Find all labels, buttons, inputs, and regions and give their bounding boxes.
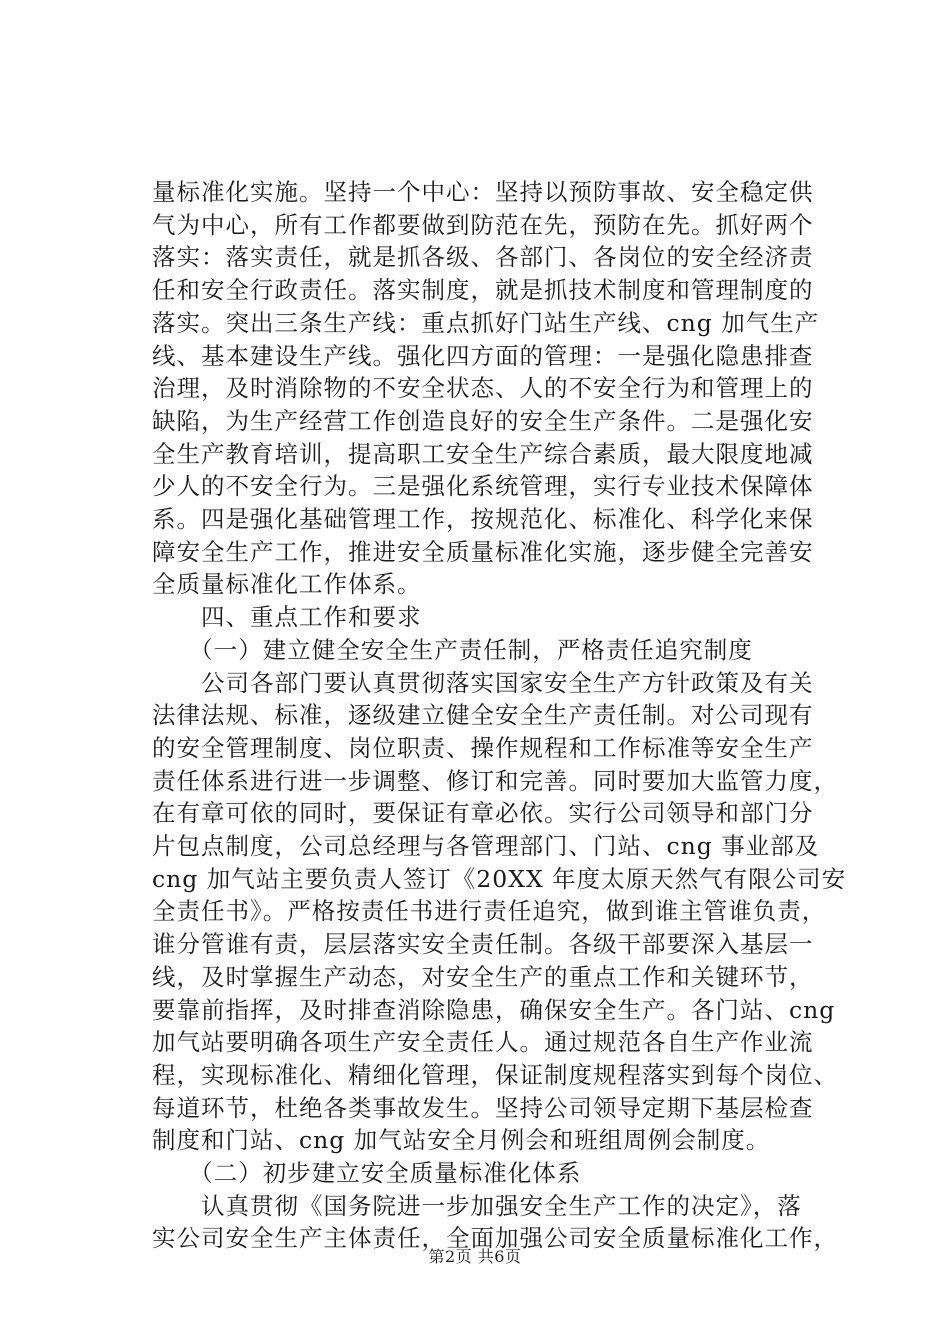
text-line: 少人的不安全行为。三是强化系统管理，实行专业技术保障体	[152, 472, 814, 501]
text-line: 线，及时掌握生产动态，对安全生产的重点工作和关键环节，	[152, 962, 814, 991]
text-line: 责任体系进行进一步调整、修订和完善。同时要加大监管力度，	[152, 766, 838, 795]
text-line: 四、重点工作和要求	[152, 603, 422, 632]
text-line: 公司各部门要认真贯彻落实国家安全生产方针政策及有关	[152, 668, 814, 697]
text-line: （二）初步建立安全质量标准化体系	[152, 1159, 582, 1187]
text-line: 气为中心，所有工作都要做到防范在先，预防在先。抓好两个	[152, 210, 814, 239]
text-line: cng 加气站主要负责人签订《20XX 年度太原天然气有限公司安	[152, 864, 847, 893]
text-line: 障安全生产工作，推进安全质量标准化实施，逐步健全完善安	[152, 537, 814, 566]
page-footer: 第2页 共6页	[428, 1247, 522, 1266]
text-line: 全责任书》。严格按责任书进行责任追究，做到谁主管谁负责，	[152, 897, 827, 926]
text-line: 落实：落实责任，就是抓各级、各部门、各岗位的安全经济责	[152, 243, 814, 272]
text-line: 缺陷，为生产经营工作创造良好的安全生产条件。二是强化安	[152, 406, 814, 435]
text-line: 量标准化实施。坚持一个中心：坚持以预防事故、安全稳定供	[152, 178, 814, 206]
text-line: 落实。突出三条生产线：重点抓好门站生产线、cng 加气生产	[152, 308, 820, 337]
text-line: 实公司安全生产主体责任，全面加强公司安全质量标准化工作，	[152, 1224, 838, 1253]
text-line: 任和安全行政责任。落实制度，就是抓技术制度和管理制度的	[152, 276, 814, 305]
text-line: 在有章可依的同时，要保证有章必依。实行公司领导和部门分	[152, 799, 814, 828]
text-line: 的安全管理制度、岗位职责、操作规程和工作标准等安全生产	[152, 733, 814, 762]
text-line: 加气站要明确各项生产安全责任人。通过规范各自生产作业流	[152, 1028, 814, 1057]
text-line: 治理，及时消除物的不安全状态、人的不安全行为和管理上的	[152, 374, 814, 403]
text-line: 线、基本建设生产线。强化四方面的管理：一是强化隐患排查	[152, 341, 814, 370]
text-line: 认真贯彻《国务院进一步加强安全生产工作的决定》，落	[152, 1191, 802, 1220]
text-line: 要靠前指挥，及时排查消除隐患，确保安全生产。各门站、cng	[152, 995, 836, 1024]
text-line: 全生产教育培训，提高职工安全生产综合素质，最大限度地减	[152, 439, 814, 468]
text-line: 制度和门站、cng 加气站安全月例会和班组周例会制度。	[152, 1126, 771, 1155]
text-line: 程，实现标准化、精细化管理，保证制度规程落实到每个岗位、	[152, 1060, 838, 1089]
text-line: （一）建立健全安全生产责任制，严格责任追究制度	[152, 635, 753, 664]
text-line: 谁分管谁有责，层层落实安全责任制。各级干部要深入基层一	[152, 930, 814, 959]
text-line: 片包点制度，公司总经理与各管理部门、门站、cng 事业部及	[152, 832, 820, 860]
text-line: 全质量标准化工作体系。	[152, 570, 422, 599]
text-line: 法律法规、标准，逐级建立健全安全生产责任制。对公司现有	[152, 701, 814, 730]
text-line: 系。四是强化基础管理工作，按规范化、标准化、科学化来保	[152, 505, 814, 533]
text-line: 每道环节，杜绝各类事故发生。坚持公司领导定期下基层检查	[152, 1093, 814, 1122]
